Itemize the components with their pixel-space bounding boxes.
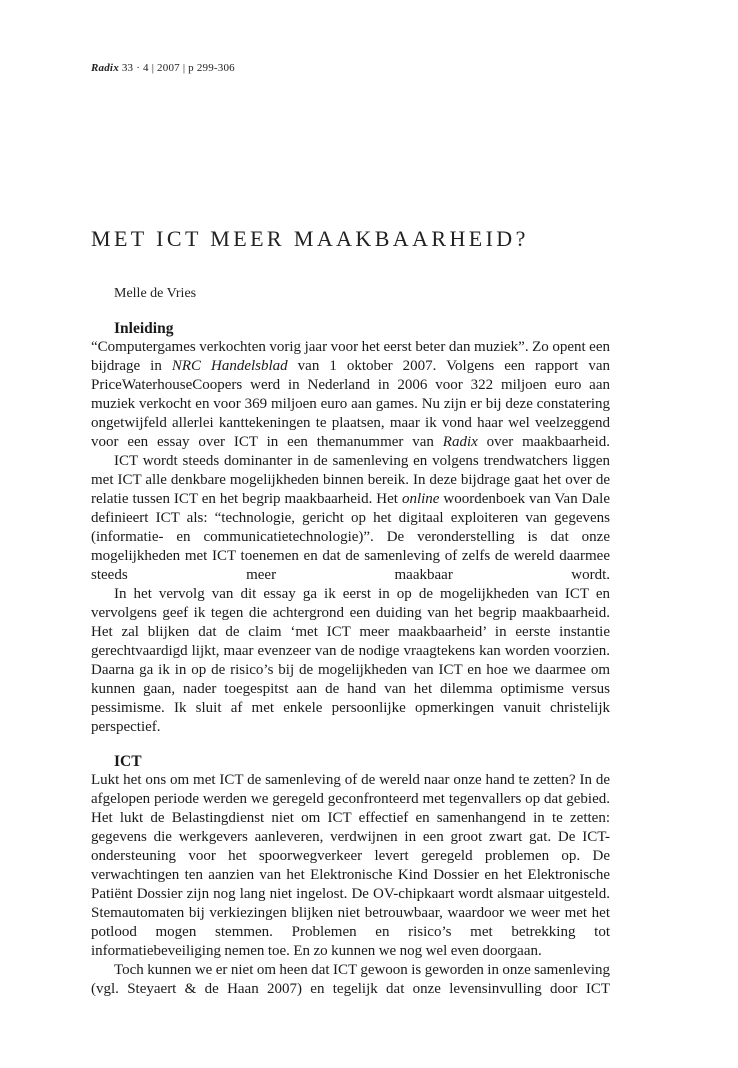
running-head-separator: | [151,62,155,74]
paragraph: Lukt het ons om met ICT de samenleving of de wereld naar onze hand te zetten? In de afgelopen periode werden we geregeld geconfronteerd met tegenvallers op dat gebied. Het lukt de Belastingdienst niet om ICT effectief en samenhangend in te zetten: gegevens die werkgevers aanleveren, verdwijnen in een groot zwart gat. De ICT-ondersteuning voor het spoorwegverkeer levert geregeld problemen op. De verwachtingen ten aanzien van het Elektronische Kind Dossier en het Elektronische Patiënt Dossier zijn nog lang niet ingelost. De OV-chipkaart wordt alsmaar uitgesteld. Stemautomaten bij verkiezingen blijken niet betrouwbaar, waardoor we weer met het potlood mogen stemmen. Problemen en risico’s met betrekking tot informatiebeveiliging nemen toe. En zo kunnen we nog wel even doorgaan. [91,772,610,959]
paragraph: Toch kunnen we er niet om heen dat ICT gewoon is geworden in onze samenleving (vgl. Steyaert & de Haan 2007) en tegelijk dat onze levensinvulling door ICT [91,962,611,997]
emphasis: online [401,491,440,507]
paragraph: ICT wordt steeds dominanter in de samenleving en volgens trendwatchers liggen met ICT alle denkbare mogelijkheden binnen bereik. In deze bijdrage gaat het over de relatie tussen ICT en het begrip maakbaarheid. Het online woordenboek van Van Dale definieert ICT als: “technologie, gericht op het digitaal exploiteren van gegevens (informatie- en communicatietechnologie)”. De veronderstelling is dat onze mogelijkheden met ICT toenemen en dat de samenleving of zelfs de wereld daarmee steeds meer maakbaar wordt. [91,453,610,583]
section-inleiding [91,319,610,737]
journal-name: Radix [91,62,119,74]
newspaper-title: NRC Handelsblad [171,358,288,374]
section-ict [91,752,610,999]
running-head [91,62,235,74]
paragraph: In het vervolg van dit essay ga ik eerst in op de mogelijkheden van ICT en vervolgens geef ik tegen die achtergrond een duiding van het begrip maakbaarheid. Het zal blijken dat de claim ‘met ICT meer maakbaarheid’ in eerste instantie gerechtvaardigd lijkt, maar evenzeer van de nodige vraagtekens kan worden voorzien. Daarna ga ik in op de risico’s bij de mogelijkheden van ICT en hoe we daarmee om kunnen gaan, nader toegespitst aan de hand van het dilemma optimisme versus pessimisme. Ik sluit af met enkele persoonlijke opmerkingen vanuit christelijk perspectief. [91,586,610,735]
running-head-separator: | [182,62,186,74]
article-title: MET ICT MEER MAAKBAARHEID? [91,226,529,251]
journal-name-inline: Radix [442,434,478,450]
journal-pages: p 299-306 [188,62,235,74]
journal-year: 2007 [157,62,180,74]
section-heading: ICT [114,753,142,770]
paragraph: “Computergames verkochten vorig jaar voor het eerst beter dan muziek”. Zo opent een bijdrage in NRC Handelsblad van 1 oktober 2007. Volgens een rapport van PriceWaterhouseCoopers werd in Nederland in 2006 voor 322 miljoen euro aan muziek verkocht en voor 369 miljoen euro aan games. Nu zijn er bij deze constatering ongetwijfeld allerlei kanttekeningen te plaatsen, maar ik vond haar wel veelzeggend voor een essay over ICT in een themanummer van Radix over maakbaarheid. [91,339,611,450]
section-heading: Inleiding [114,320,174,337]
author-name: Melle de Vries [114,286,197,301]
journal-issue: 33 · 4 [121,62,149,74]
